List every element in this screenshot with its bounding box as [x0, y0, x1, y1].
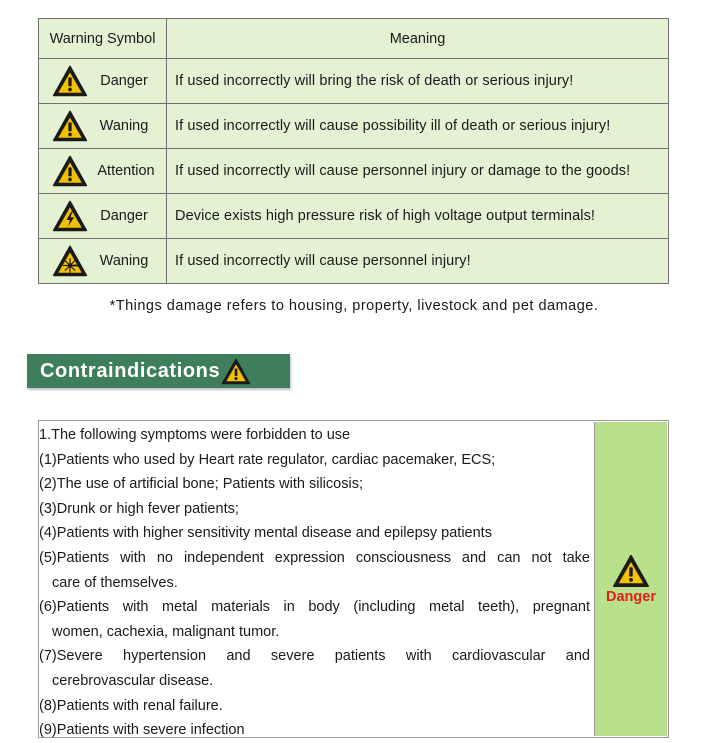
list-item: (9)Patients with severe infection — [39, 722, 245, 739]
warning-symbol-table — [38, 18, 669, 284]
table-row — [39, 104, 669, 149]
high-voltage-warning-icon — [52, 199, 88, 233]
exclamation-warning-icon — [52, 64, 88, 98]
symbol-label: Waning — [99, 118, 149, 134]
header-warning-symbol: Warning Symbol — [39, 19, 167, 59]
exclamation-warning-icon — [221, 358, 251, 385]
list-item: (1)Patients who used by Heart rate regulator, cardiac pacemaker, ECS; — [39, 451, 496, 468]
list-item: (3)Drunk or high fever patients; — [39, 500, 239, 517]
symbol-label: Attention — [97, 163, 155, 179]
table-row — [39, 59, 669, 104]
section-title-bar — [27, 354, 290, 388]
table-row — [39, 239, 669, 284]
contraindications-list — [39, 423, 590, 743]
danger-side-panel — [594, 422, 667, 736]
laser-radiation-warning-icon — [52, 244, 88, 278]
exclamation-warning-icon — [612, 554, 650, 588]
exclamation-warning-icon — [52, 154, 88, 188]
footnote: *Things damage refers to housing, property, livestock and pet damage. — [109, 298, 599, 314]
list-item-continuation: cerebrovascular disease. — [52, 672, 214, 689]
table-header-row — [39, 19, 669, 59]
meaning-text: If used incorrectly will bring the risk of death or serious injury! — [167, 59, 669, 104]
header-meaning: Meaning — [167, 19, 669, 59]
danger-label: Danger — [606, 588, 656, 605]
meaning-text: If used incorrectly will cause possibility ill of death or serious injury! — [167, 104, 669, 149]
list-item-continuation: women, cachexia, malignant tumor. — [52, 623, 280, 640]
exclamation-warning-icon — [52, 109, 88, 143]
list-item: 1.The following symptoms were forbidden to use — [39, 427, 351, 443]
table-row — [39, 194, 669, 239]
table-row — [39, 149, 669, 194]
meaning-text: If used incorrectly will cause personnel injury! — [167, 239, 669, 284]
section-title: Contraindications — [40, 359, 221, 382]
list-item: (8)Patients with renal failure. — [39, 697, 223, 714]
list-item: (5)Patients with no independent expression consciousness and can not take — [39, 549, 590, 566]
list-item: (7)Severe hypertension and severe patients with cardiovascular and — [39, 648, 590, 665]
list-item: (4)Patients with higher sensitivity mental disease and epilepsy patients — [39, 525, 492, 542]
meaning-text: If used incorrectly will cause personnel injury or damage to the goods! — [167, 149, 669, 194]
list-item: (6)Patients with metal materials in body (including metal teeth), pregnant — [39, 599, 590, 616]
list-item: (2)The use of artificial bone; Patients with silicosis; — [39, 476, 363, 493]
list-item-continuation: care of themselves. — [52, 574, 178, 591]
symbol-label: Danger — [100, 73, 148, 89]
symbol-label: Waning — [99, 253, 149, 269]
symbol-label: Danger — [100, 208, 148, 224]
meaning-text: Device exists high pressure risk of high voltage output terminals! — [167, 194, 669, 239]
contraindications-box — [38, 420, 669, 738]
